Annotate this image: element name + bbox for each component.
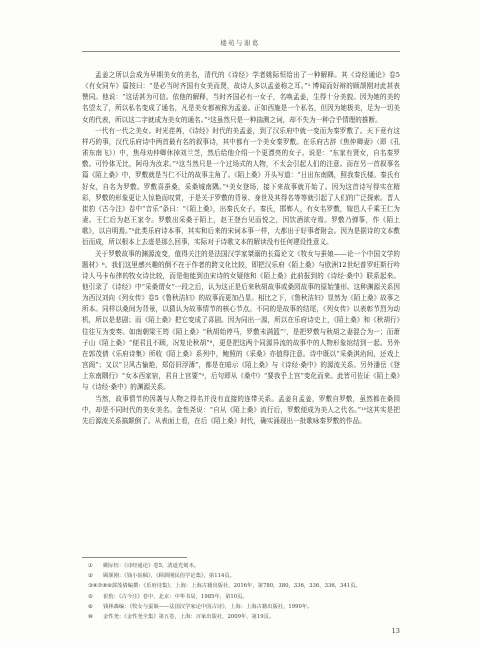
page-number: 13 — [391, 627, 400, 635]
footnote-mark: ① — [88, 563, 93, 569]
footnote-mark: ③④⑦⑧⑨ — [88, 583, 112, 590]
footnote — [88, 602, 400, 612]
paragraph: 关于罗敷故事的渊源流变，值得关注的是法国汉学家桀溺的长篇论文《牧女与蚕娘——论一个中国文学的题材》⁶。我们这里感兴趣的倒不在于作者的跨文化比较，即把汉乐府《陌上桑》与欧洲12世纪普罗旺斯行吟诗人马卡布律的牧女诗比较，而是他能到由宋诗的女疑他和《陌上桑》此前报到的《诗经·桑中》联系起来。他引录了《诗经》中“采桑谓女”一段之后，认为这正是后来秋胡故事或桑园故事的原始雏形。这种渊源关系因为西汉刘向《列女传》卷5《鲁秋洁妇》的故事而更加凸显。相比之下，《鲁秋洁妇》显然为《陌上桑》故事之所本。同样以桑间为背景，以猜认为故事情节的核心节点。不同的是故事的结尾，《列女传》以表彰节烈为动机，所以是悲剧；而《陌上桑》把它变成了喜剧。因为同出一源，所以在乐府诗史上，《陌上桑》和《秋胡行》往往互为变奏。如南朝梁王筠《陌上桑》“秋胡始停马，罗敷未满篮”⁷，是把罗敷与秋胡之妻混合为一；而萧子山《陌上桑》“便君且不顾，况复论秋胡”⁸，更是把这两个同源异流的故事中的人物形象绾结到一起。另外在郭茂倩《乐府诗集》所收《陌上桑》系列中，鲍照的《采桑》亦值得注意。诗中既以“采桑淇洧间，还戏上宫阁”；又以“卫风古愉艳，郑俗旧浮薄”，都是在暗示《陌上桑》与《诗经·桑中》的源流关系。另外潘岳《登上东南隅行》“女本西家宿，君自上宫要”⁹，后句即从《桑中》“要我乎上宫”变化而来。此皆可佐证《陌上桑》与《诗经·桑中》的渊源关系。 — [82, 249, 400, 392]
footnote — [88, 581, 400, 591]
footnote-mark: ⑩ — [88, 614, 93, 621]
paragraph: 当然，故事情节的因袭与人物之得名并没有直接的连带关系。孟姜自孟姜，罗敷自罗敷，虽然都在桑园中，却是不同时代的美女美名。金性尧说：“自从《陌上桑》流行后，罗敷便成为美人之代名。”¹⁰这其实是把先后源流关系搞颠倒了。从表面上看，在后《陌上桑》时代，确实涌现出一批歌咏秦罗敷的作品。 — [82, 394, 400, 425]
footnote-mark: ⑥ — [88, 603, 93, 610]
footnote-text: 金性尧：《金性尧全集》第五卷，上海：百家出版社，2009年，第19页。 — [103, 614, 275, 621]
footnote-text: 钱林森编：《牧女与蚕娘——法国汉学家论中国古诗》，上海：上海古籍出版社，1990年。 — [103, 603, 313, 610]
footnote-text: 顾颉刚：《钱小姑稿》，《顾颉刚民俗学论集》，第114页。 — [103, 573, 235, 580]
footnote — [88, 571, 400, 581]
running-header: 楼苑与谢葛 — [220, 39, 260, 47]
footnotes — [88, 561, 400, 622]
footnote-rule — [82, 557, 187, 558]
body-text — [82, 70, 400, 427]
paragraph: 孟姜之所以会成为早期美女的美名，清代的《诗经》学者姚际恒给出了一种解释。其《诗经通论》卷5《有女同车》篇按曰：“是必当时齐国有女美而贤，故诗人多以孟姜称之耳。”¹ 博闻而好辩的顾颉刚对此甚表赞同。他说：“这话甚为可信。依他的解释，当时齐国必有一女子，名唤孟姜，生得十分美貌。因为她的美的名望太了，所以私名变成了通名，凡是美女都被称为孟姜。正如西施是一个私名，但因为她极美，足为一切美女的代表，所以这二字就成为美女的通名。”²这虽然只是一种揣测之词，却不失为一种合乎情理的推断。 — [82, 71, 400, 124]
footnote-text: 崔豹：《古今注》卷中，北京：中华书局，1985年，第10页。 — [103, 593, 248, 600]
footnote-mark: ② — [88, 573, 93, 580]
footnote — [88, 561, 400, 571]
footnote-text: 郭茂倩编撰：《乐府诗集》，上海：上海古籍出版社，2016年，第780，380，336，336，336，341页。 — [111, 583, 361, 590]
footnote — [88, 592, 400, 602]
footnote-mark: ⑤ — [88, 593, 93, 600]
header-rule — [82, 51, 400, 52]
footnote-text: 姚际恒：《诗经通论》卷5，清道光刻本。 — [103, 563, 200, 569]
footnote — [88, 612, 400, 622]
paragraph: 一代有一代之美女。时光荏苒，《诗经》时代的美孟姜，到了汉乐府中就一变而为秦罗敷了。天下竟有这样巧的事，汉代乐府诗中两首最有名的叙事诗，其中都有一个美女秦罗敷。在乐府古辞《焦仲卿妻》（即《孔雀东南飞》）中，焦母劝仲卿休掉刘兰芝，然后给他介绍一个更漂亮的女子。说是：“东家有贤女，自名秦罗敷。可怜体无比，阿母为汝求。”³这当然只是一个过场式的人物，不太会引起人们的注意。而在另一首叙事名篇《陌上桑》中，罗敷就是当仁不让的故事主角了。《陌上桑》开头写道：“日出东南隅，照我秦氏楼。秦氏有好女，自名为罗敷。罗敷喜蚕桑，采桑城南隅。”⁴美女登场，接下来故事就开始了。因为这首诗写得实在精彩，罗敷的形象更让人惊艳而叹赏，于是关于罗敷的背景、身世及其得名等等就引起了人们的广泛探索。晋人崔豹《古今注》卷中“音乐”条曰：“《陌上桑》，出秦氏女子。秦氏，邯郸人，有女名罗敷，嫁邑人千乘王仁为妻。王仁后为赵王家令。罗敷出采桑于陌上，赵王登台见而悦之，因饮酒欲夺焉。罗敷乃弹筝，作《陌上歌》，以自明焉。”⁵此类乐府诗本事，其实和后来的宋词本事一样，大都出于好事者附会。因为是据诗的文本敷衍而成，所以根本上去虚是那么回事，实际对于诗歌文本的解读没有任何建设性意义。 — [82, 126, 400, 247]
